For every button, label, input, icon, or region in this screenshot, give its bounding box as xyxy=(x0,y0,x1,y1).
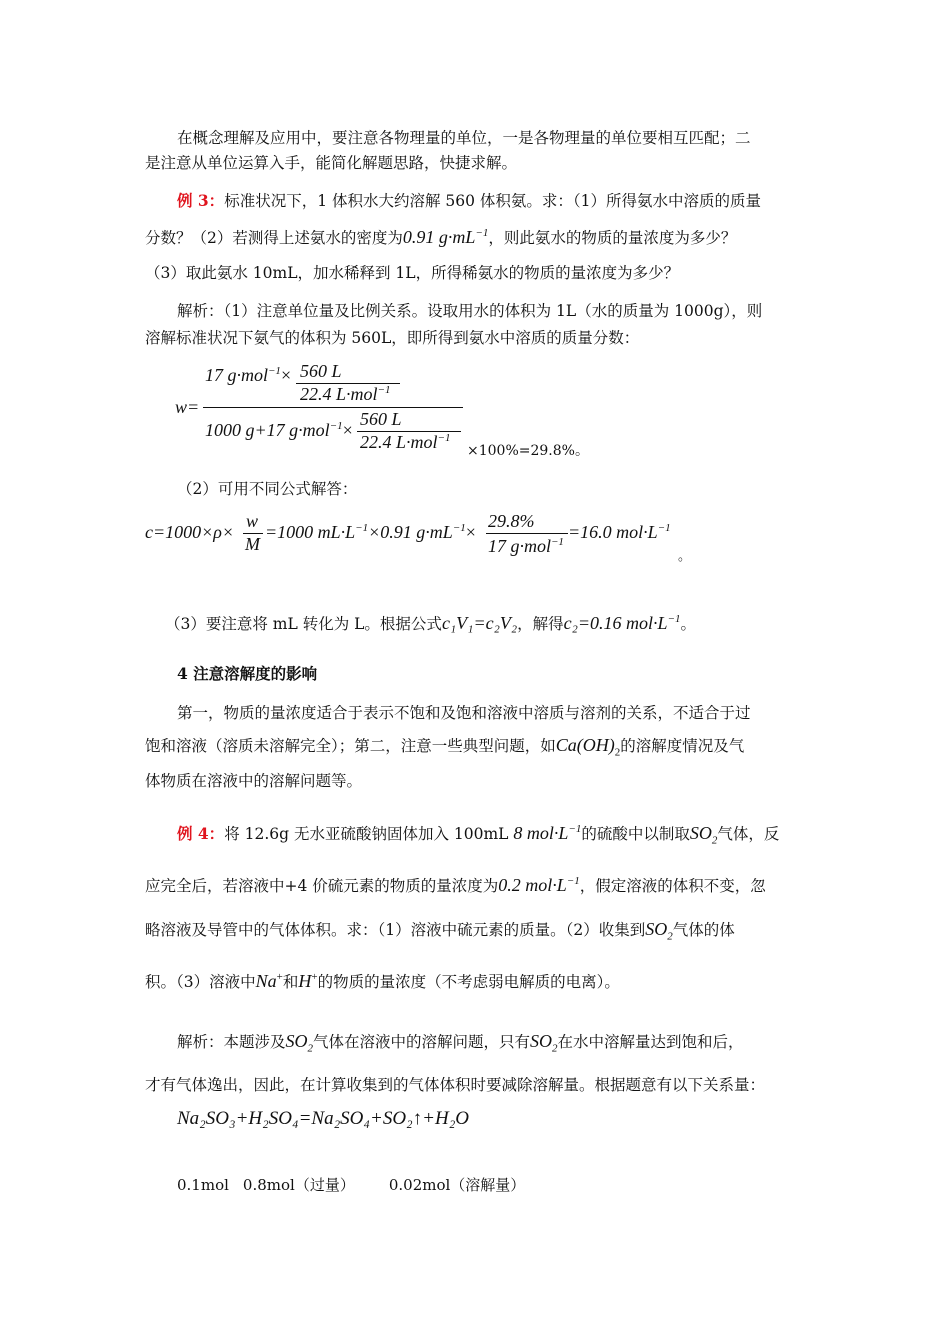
reaction-equation: Na₂SO₃+H₂SO₄=Na₂SO₄+SO₂↑+H₂O xyxy=(177,1108,470,1129)
section4-line1: 第一，物质的量浓度适合于表示不饱和及饱和溶液中溶质与溶剂的关系，不适合于过 xyxy=(177,704,751,722)
example3-line3: （3）取此氨水 10mL，加水稀释到 1L，所得稀氨水的物质的量浓度为多少？ xyxy=(145,264,680,282)
w-num-frac-top: 560 L xyxy=(300,361,342,381)
example3-text2a: 分数？（2）若测得上述氨水的密度为 xyxy=(145,229,403,247)
so2-formula: $SO_2$ xyxy=(689,823,718,847)
w-denominator: 1000 g+17 g·mol$^{-1}$× xyxy=(205,420,353,440)
w-lhs: w= xyxy=(175,397,200,417)
c-rhs: =16.0 $mol\cdot L^{-1}$ xyxy=(568,522,671,542)
solution4-line2: 才有气体逸出，因此，在计算收集到的气体体积时要减除溶解量。根据题意有以下关系量： xyxy=(145,1076,766,1094)
example3-text1: 标准状况下，1 体积水大约溶解 560 体积氨。求：（1）所得氨水中溶质的质量 xyxy=(224,192,762,210)
example4-line1: 例 4：将 12.6g 无水亚硫酸钠固体加入 100mL 8 $mol\cdot L^{-1}$的硫酸中以制取$SO_2$气体，反 xyxy=(177,823,780,847)
example4-label: 例 4： xyxy=(177,824,225,843)
w-num-frac-bottom: 22.4 L·mol$^{-1}$ xyxy=(300,384,391,404)
solution3-line4: （3）要注意将 mL 转化为 L。根据公式c₁V₁=c₂V₂，解得c₂=0.16 $mol\cdot L^{-1}$。 xyxy=(165,613,696,633)
example3-label: 例 3： xyxy=(177,191,225,210)
so2-formula-4: $SO_2$ xyxy=(530,1031,558,1055)
caoh2-formula: $Ca(OH)_2$ xyxy=(555,735,621,759)
c-period: 。 xyxy=(678,549,692,564)
so2-formula-3: $SO_2$ xyxy=(285,1031,314,1055)
c-frac-bottom: 17 g·mol$^{-1}$ xyxy=(488,536,564,556)
example4-line2: 应完全后，若溶液中+4 价硫元素的物质的量浓度为0.2 $mol\cdot L^{-1}$，假定溶液的体积不变，忽 xyxy=(145,875,766,895)
c-frac-bar xyxy=(486,533,568,534)
solution4-line1: 解析：本题涉及$SO_2$气体在溶液中的溶解问题，只有$SO_2$在水中溶解量达到饱和后， xyxy=(177,1031,744,1055)
c-frac-top: 29.8% xyxy=(488,511,535,531)
qty-h2so4: 0.8mol（过量） xyxy=(242,1176,355,1194)
qty-na2so3: 0.1mol xyxy=(177,1176,229,1194)
w-result: ×100%=29.8%。 xyxy=(467,443,589,459)
solution3-line1: 解析：（1）注意单位量及比例关系。设取用水的体积为 1L（水的质量为 1000g），则 xyxy=(177,302,763,320)
qty-so2-dissolved: 0.02mol（溶解量） xyxy=(388,1176,526,1194)
dilution-formula: c₁V₁=c₂V₂ xyxy=(441,613,518,633)
sulfur-concentration: 0.2 $mol\cdot L^{-1}$ xyxy=(498,875,580,895)
c-mid: =1000 $mL\cdot L^{-1}\times 0.91$ $g\cdot mL^{-1}\times$ xyxy=(265,522,476,542)
dilution-result: c₂=0.16 $mol\cdot L^{-1}$ xyxy=(563,613,681,633)
quantities-line xyxy=(177,1174,525,1196)
example3-text2b: ，则此氨水的物质的量浓度为多少？ xyxy=(488,229,737,247)
c-M: M xyxy=(245,534,260,554)
solution3-line3: （2）可用不同公式解答： xyxy=(177,480,358,498)
section4-title: 4 注意溶解度的影响 xyxy=(177,664,318,683)
paragraph-units-line2: 是注意从单位运算入手，能简化解题思路，快捷求解。 xyxy=(145,154,518,172)
w-numerator: 17 g·mol$^{-1}$× xyxy=(205,365,292,385)
example4-line4: 积。（3）溶液中Na+和H+的物质的量浓度（不考虑弱电解质的电离）。 xyxy=(145,971,620,991)
solution3-line2: 溶解标准状况下氨气的体积为 560L，即所得到氨水中溶质的质量分数： xyxy=(145,329,640,347)
section4-line3: 体物质在溶液中的溶解问题等。 xyxy=(145,772,363,790)
example3-line2 xyxy=(145,222,736,249)
paragraph-units-line1: 在概念理解及应用中，要注意各物理量的单位，一是各物理量的单位要相互匹配；二 xyxy=(177,129,751,147)
h-ion: H+ xyxy=(298,971,318,991)
w-den-frac-top: 560 L xyxy=(360,409,402,429)
c-lhs: c=1000×ρ× xyxy=(145,522,235,542)
so2-formula-2: $SO_2$ xyxy=(645,919,673,943)
density-value: 0.91 $g\cdot mL^{-1}$ xyxy=(402,227,489,247)
section4-line2: 饱和溶液（溶质未溶解完全）；第二，注意一些典型问题，如$Ca(OH)_2$的溶解度情况及气 xyxy=(145,735,745,759)
example3-line1 xyxy=(177,190,761,212)
acid-concentration: 8 $mol\cdot L^{-1}$ xyxy=(513,823,582,843)
w-den-frac-bottom: 22.4 L·mol$^{-1}$ xyxy=(360,432,451,452)
w-main-bar xyxy=(203,407,463,408)
c-w: w xyxy=(246,511,259,531)
example4-line3: 略溶液及导管中的气体体积。求：（1）溶液中硫元素的质量。（2）收集到$SO_2$气体的体 xyxy=(145,919,735,943)
na-ion: Na+ xyxy=(255,971,283,991)
